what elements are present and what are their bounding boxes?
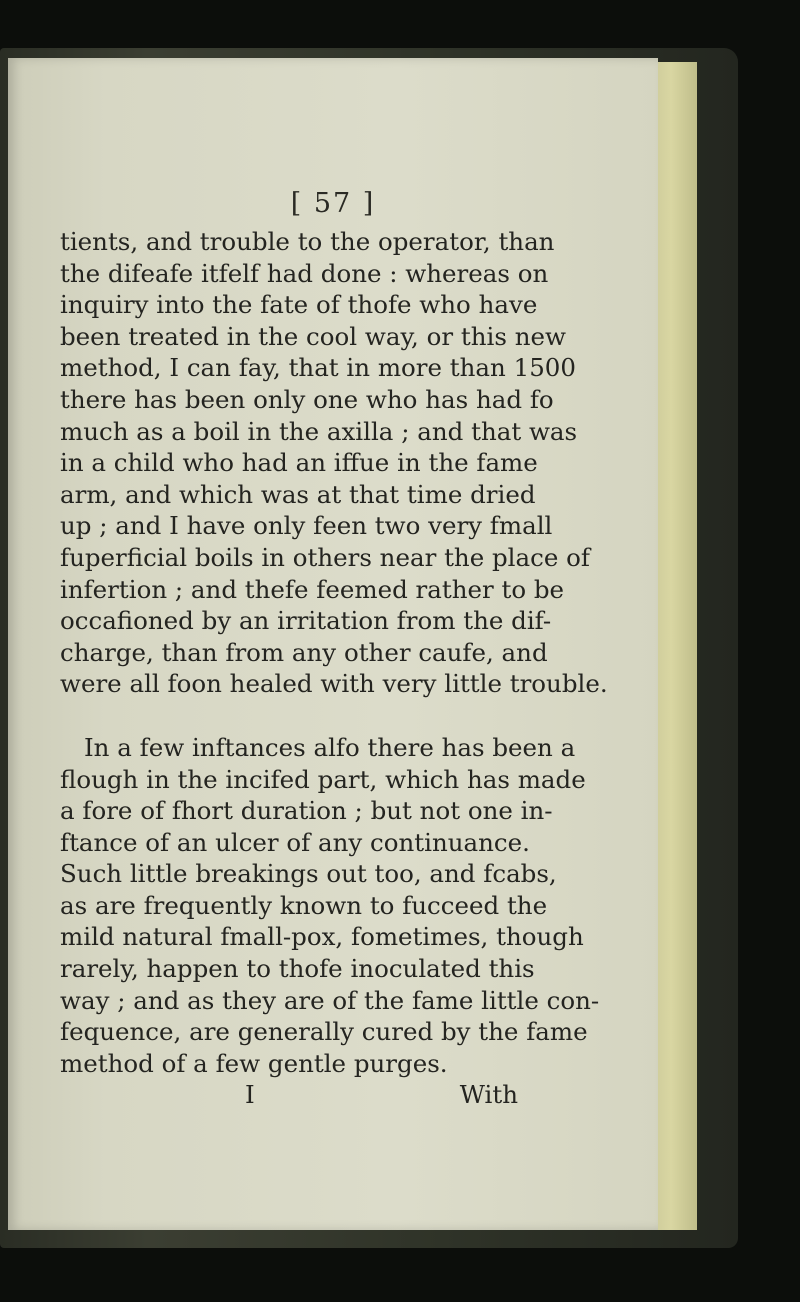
- text-line: charge, than from any other caufe, and: [60, 637, 548, 667]
- paragraph-gap: [60, 700, 518, 732]
- text-line: up ; and I have only feen two very fmall: [60, 511, 553, 541]
- text-line: there has been only one who has had fo: [60, 384, 554, 414]
- text-line: were all foon healed with very little trouble.: [60, 669, 608, 699]
- text-line: way ; and as they are of the fame little con-: [60, 985, 600, 1015]
- text-line: the difeafe itfelf had done : whereas on: [60, 258, 549, 288]
- text-line: tients, and trouble to the operator, than: [60, 227, 555, 256]
- text-line: method of a few gentle purges.: [60, 1048, 448, 1078]
- text-line: rarely, happen to thofe inoculated this: [60, 954, 535, 984]
- text-line: much as a boil in the axilla ; and that was: [60, 416, 578, 446]
- text-line: In a few inftances alfo there has been a: [84, 732, 576, 762]
- text-line: occafioned by an irritation from the dif-: [60, 606, 552, 636]
- text-line: as are frequently known to fucceed the: [60, 890, 548, 920]
- page-footer: [60, 1079, 518, 1111]
- text-line: ftance of an ulcer of any continuance.: [60, 827, 530, 857]
- page-body: [60, 226, 608, 1111]
- text-line: inquiry into the fate of thofe who have: [60, 290, 538, 320]
- text-line: been treated in the cool way, or this new: [60, 321, 566, 351]
- book-page: [8, 58, 658, 1230]
- text-line: in a child who had an iffue in the fame: [60, 448, 538, 478]
- catchword: With: [459, 1080, 518, 1110]
- text-line: arm, and which was at that time dried: [60, 479, 536, 509]
- text-line: infertion ; and thefe feemed rather to be: [60, 574, 565, 604]
- text-line: fuperficial boils in others near the place of: [60, 542, 590, 572]
- text-line: fequence, are generally cured by the fame: [60, 1017, 588, 1047]
- paragraph-2: [60, 732, 600, 1080]
- paragraph-1: [60, 226, 608, 700]
- text-line: a fore of fhort duration ; but not one in-: [60, 796, 553, 826]
- text-line: Such little breakings out too, and fcabs,: [60, 859, 557, 889]
- signature-mark: I: [245, 1080, 255, 1110]
- text-line: method, I can fay, that in more than 1500: [60, 353, 576, 383]
- text-line: flough in the incifed part, which has made: [60, 764, 586, 794]
- text-line: mild natural fmall-pox, fometimes, though: [60, 922, 584, 952]
- page-number-header: [ 57 ]: [290, 188, 376, 219]
